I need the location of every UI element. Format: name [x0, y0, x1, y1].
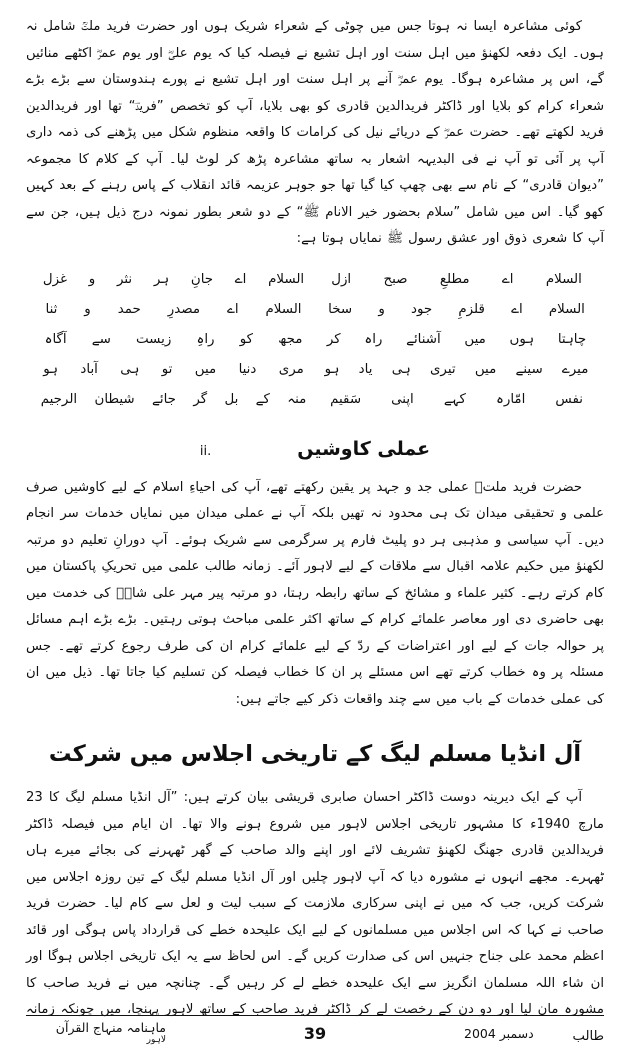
- poetry-couplet: [26, 265, 604, 295]
- poetry-word: ہی: [120, 361, 140, 377]
- poetry-word: منہ: [287, 391, 307, 407]
- section-sub-heading: [26, 433, 604, 465]
- poetry-word: غزل: [42, 271, 68, 287]
- poetry-couplet: [26, 385, 604, 415]
- poetry-couplet: [26, 325, 604, 355]
- poetry-word: مصدرِ: [167, 301, 201, 317]
- poetry-word: کے: [255, 391, 270, 407]
- poetry-word: میرے: [561, 361, 589, 377]
- poetry-word: راہِ: [196, 331, 215, 347]
- poetry-word: گر: [193, 391, 208, 407]
- poetry-word: ازل: [331, 271, 352, 287]
- poetry-word: کو: [239, 331, 253, 347]
- poetry-word: میں: [194, 361, 217, 377]
- page-footer: [26, 1015, 604, 1055]
- poetry-word: جود: [411, 301, 433, 317]
- sub-heading-text: عملی کاوشیں: [297, 437, 431, 460]
- footer-publisher: [26, 1020, 166, 1046]
- poetry-word: چاہتا: [557, 331, 587, 347]
- poetry-word: مجھ: [278, 331, 303, 347]
- poetry-word: تو: [161, 361, 173, 377]
- poetry-word: اے: [234, 271, 247, 287]
- poetry-word: میں: [474, 361, 497, 377]
- poetry-word: سَقیم: [330, 391, 362, 407]
- hemistich-b: [32, 325, 315, 355]
- poetry-word: نفس: [555, 391, 583, 407]
- poetry-word: جانِ: [190, 271, 214, 287]
- poetry-word: السلام: [548, 301, 585, 317]
- poetry-word: زیست: [136, 331, 172, 347]
- poetry-word: تیری: [429, 361, 456, 377]
- poetry-word: ہی: [391, 361, 411, 377]
- poetry-word: آگاہ: [44, 331, 67, 347]
- poetry-word: آباد: [80, 361, 98, 377]
- page-number: 39: [303, 1023, 327, 1043]
- poetry-word: سخا: [328, 301, 353, 317]
- hemistich-b: [32, 385, 315, 415]
- poetry-word: نثر: [116, 271, 133, 287]
- poetry-word: مطلعِ: [439, 271, 470, 287]
- hemistich-b: [32, 355, 315, 385]
- poetry-word: جائے: [152, 391, 176, 407]
- hemistich-b: [32, 265, 315, 295]
- poetry-word: کر: [326, 331, 341, 347]
- poetry-word: اے: [501, 271, 514, 287]
- section-main-heading: آل انڈیا مسلم لیگ کے تاریخی اجلاس میں شرکت: [48, 741, 582, 767]
- sub-heading-number: ii.: [199, 443, 212, 459]
- body-paragraph-3: آپ کے ایک دیرینہ دوست ڈاکٹر احسان صابری قریشی بیان کرتے ہیں: ”آل انڈیا مسلم لیگ کا 23 مارچ 1940ء کا مشہور تاریخی اجلاس لاہور میں شروع ہونے والا تھا۔ ان ایام میں فیصلہ ڈاکٹر فریدالدین قادری جھنگ لکھنؤ تشریف لائے اور اپنے والد صاحب کے گھر ٹھہرنے کی بجائے میرے ہاں ٹھہرے۔ مجھے انہوں نے مشورہ دیا کہ آپ لاہور چلیں اور آل انڈیا مسلم لیگ کے تین روزہ اجلاس میں شرکت کریں، جب کہ میں نے اپنی سرکاری ملازمت کے سبب لیت و لعل سے کام لیا۔ حضرت فرید صاحب نے کہا کہ اس اجلاس میں مسلمانوں کے لیے ایک علیحدہ خطے کی قرارداد پاس ہوگی اور قائد اعظم محمد علی جناح جنہیں اس کی صدارت کریں گے۔ اس لحاظ سے یہ ایک تاریخی اجلاس ہوگا اور ان شاء اللہ مسلمان انگریز سے ایک علیحدہ خطے لے کر رہیں گے۔ چنانچہ میں نے فرید صاحب کا مشورہ مان لیا اور دو دن کے رخصت لے کر ڈاکٹر فرید صاحب کے ساتھ لاہور پہنچا، میں چونکہ زمانہ طالب: [26, 790, 604, 1044]
- poetry-word: الرجیم: [40, 391, 78, 407]
- poetry-word: ثنا: [45, 301, 58, 317]
- hemistich-a: [315, 295, 598, 325]
- hemistich-b: [32, 295, 315, 325]
- footer-row: [26, 1020, 604, 1046]
- body-paragraph-1: کوئی مشاعرہ ایسا نہ ہوتا جس میں چوٹی کے شعراء شریک ہوں اور حضرت فرید ملتؒ شامل نہ ہوں۔ ایک دفعہ لکھنؤ میں اہل سنت اور اہل تشیع نے فیصلہ کیا کہ یوم علیؓ اور یوم عمرؓ اکٹھے منائیں گے، اس پر مشاعرہ ہوگا۔ یوم عمرؓ آنے پر اہل سنت اور اہل تشیع نے پورے ہندوستان سے بڑے بڑے شعراء کرام کو بلایا اور ڈاکٹر فریدالدین قادری کو بھی بلایا، آپ کو تخصص ”فریدؔ“ تھا اور فریدالدین فرید لکھتے تھے۔ حضرت عمرؓ کے دریائے نیل کی کرامات کا واقعہ منظوم شکل میں پڑھنے کی ذمہ داری آپ پر آئی تو آپ نے فی البدیہہ اشعار بہ ساتھ مشاعرہ پڑھ کر لوٹ لیا۔ آپ کے کلام کا مجموعہ ”دیوان قادری“ کے نام سے بھی چھپ کیا گیا تھا جو جوہر عزیمہ قائد انقلاب کے پاس رہنے کے بعد کہیں کھو گیا۔ اس میں شامل ”سلام بحضور خیر الانام ﷺ“ کے دو شعر بطور نمونہ درج ذیل ہیں، جن سے آپ کا شعری ذوق اور عشق رسول ﷺ نمایاں ہوتا ہے:: [26, 19, 604, 246]
- footer-publisher-name: ماہنامہ منہاج القرآن: [55, 1020, 166, 1035]
- hemistich-a: [315, 355, 598, 385]
- poetry-word: و: [378, 301, 385, 317]
- poetry-word: میں: [464, 331, 486, 347]
- poetry-word: دنیا: [238, 361, 257, 377]
- footer-publisher-city: لاہور: [146, 1035, 166, 1045]
- poetry-word: مری: [278, 361, 304, 377]
- poetry-word: ہو: [324, 361, 340, 377]
- poetry-word: آشنائے: [406, 331, 441, 347]
- poetry-word: ہر: [153, 271, 170, 287]
- poetry-word: صبح: [383, 271, 408, 287]
- hemistich-a: [315, 325, 598, 355]
- poetry-word: ہوں: [509, 331, 535, 347]
- hemistich-a: [315, 385, 598, 415]
- poetry-word: اے: [511, 301, 523, 317]
- poetry-word: و: [84, 301, 91, 317]
- poetry-couplet: [26, 355, 604, 385]
- poetry-word: اے: [226, 301, 239, 317]
- poetry-word: راہ: [364, 331, 383, 347]
- poetry-word: سینے: [515, 361, 543, 377]
- poetry-word: السلام: [265, 301, 302, 317]
- poetry-word: حمد: [117, 301, 141, 317]
- poetry-word: یاد: [358, 361, 373, 377]
- poetry-word: اپنی: [391, 391, 414, 407]
- poetry-word: بل: [224, 391, 239, 407]
- poetry-word: سے: [91, 331, 111, 347]
- poetry-word: ہو: [43, 361, 59, 377]
- hemistich-a: [315, 265, 598, 295]
- footer-issue-date: دسمبر 2004: [464, 1025, 534, 1041]
- poetry-word: السلام: [268, 271, 305, 287]
- body-paragraph-2: حضرت فرید ملتؒ عملی جد و جہد پر یقین رکھتے تھے، آپ کی احیاءِ اسلام کے لیے کاوشیں صرف علمی و تحقیقی میدان تک ہی محدود نہ تھیں بلکہ آپ نے عملی میدان میں نمایاں خدمات سر انجام دیں۔ آپ سیاسی و مذہبی ہر دو پلیٹ فارم پر سرگرمی سے شریک ہوئے۔ آپ دورانِ تعلیم دو مرتبہ لکھنؤ میں حکیم علامہ اقبال سے ملاقات کے لیے لاہور آئے۔ زمانہ طالب علمی میں تحریکِ پاکستان میں کام کرتے رہے۔ کثیر علماء و مشائخ کے ساتھ رابطہ رہتا، دو مرتبہ پیر مہر علی شاہؒ کی خدمت میں بھی حاضری دی اور معاصر علمائے کرام کے ساتھ اکثر علمی مباحث ہوتی رہتیں۔ بڑے بڑے اہم مسائل پر حوالہ جات کے لیے اور اعتراضات کے ردّ کے لیے علمائے کرام ان کی طرف رجوع کرتے تھے۔ جس مسئلہ پر وہ خطاب کرتے تھے اس مسئلے پر ان کا خطاب فیصلہ کن تسلیم کیا جاتا تھا۔ ذیل میں ان کی عملی خدمات کے باب میں سے چند واقعات ذکر کیے جاتے ہیں:: [26, 479, 604, 707]
- poetry-word: امّارہ: [496, 391, 526, 407]
- footer-divider: [26, 1015, 604, 1016]
- poetry-word: السلام: [545, 271, 582, 287]
- poetry-word: قلزمِ: [458, 301, 485, 317]
- poetry-word: شیطان: [94, 391, 135, 407]
- poetry-word: کہے: [443, 391, 466, 407]
- poetry-block: [26, 265, 604, 415]
- poetry-word: و: [88, 271, 96, 287]
- poetry-couplet: [26, 295, 604, 325]
